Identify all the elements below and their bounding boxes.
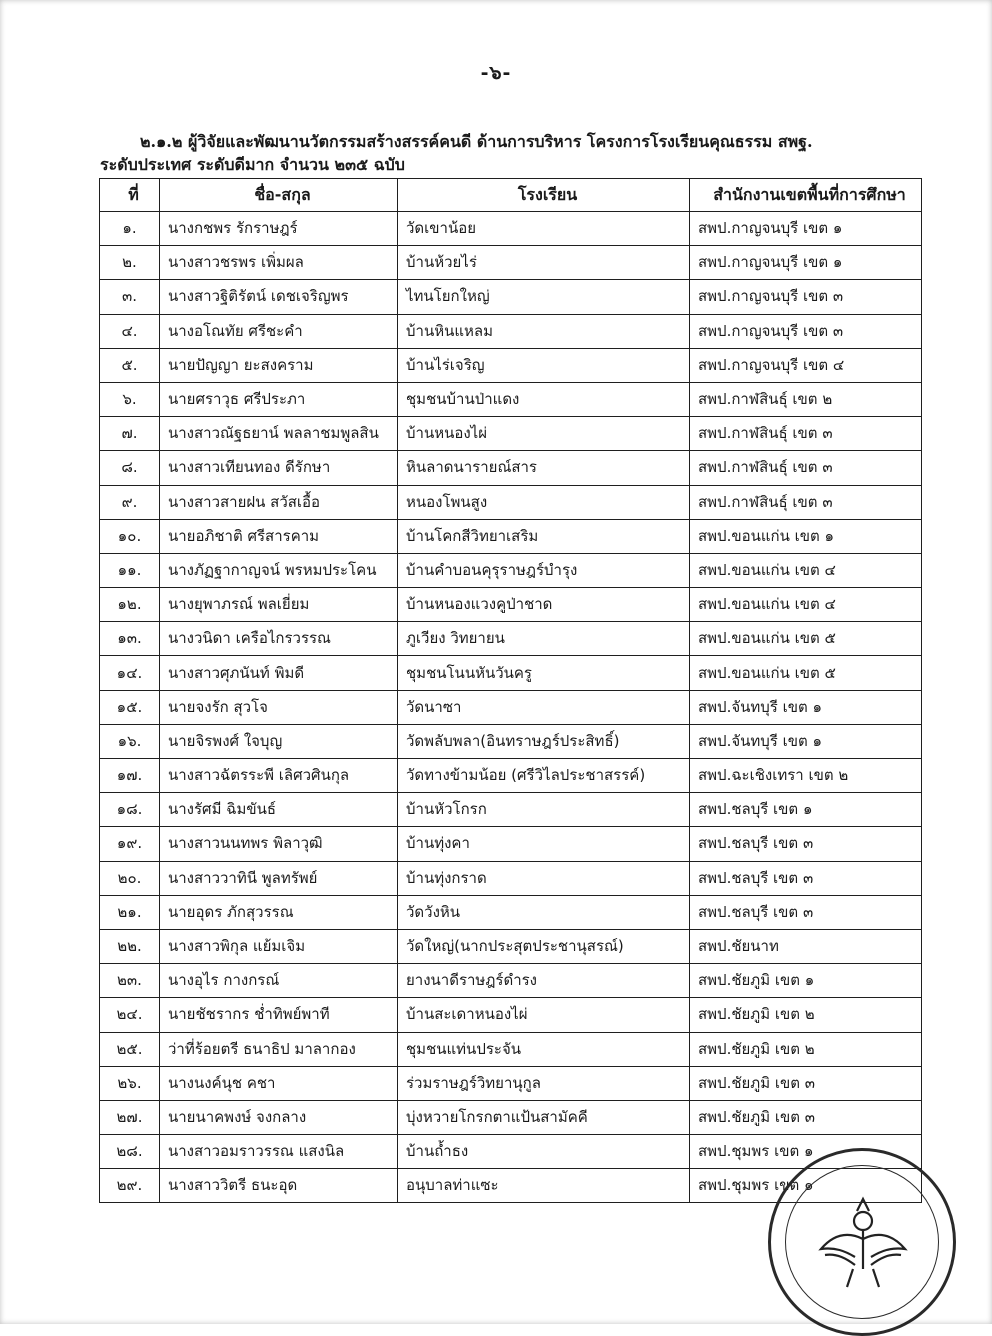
table-row (100, 929, 922, 963)
cell-name: นายอุดร ภักสุวรรณ (160, 895, 398, 929)
cell-name: นายปัญญา ยะสงคราม (160, 348, 398, 382)
cell-name: นางสาวศุภนันท์ พิมดี (160, 656, 398, 690)
cell-school: อนุบาลท่าแซะ (398, 1169, 690, 1203)
cell-school: บ้านทุ่งกราด (398, 861, 690, 895)
cell-name: นางสาวนนทพร พิลาวุฒิ (160, 827, 398, 861)
cell-name: นางสาวชรพร เพิ่มผล (160, 246, 398, 280)
table-row (100, 1066, 922, 1100)
page-number: -๖- (480, 62, 512, 84)
cell-number: ๒๔. (100, 998, 160, 1032)
table-row (100, 348, 922, 382)
cell-school: หนองโพนสูง (398, 485, 690, 519)
cell-school: วัดนาซา (398, 690, 690, 724)
table-row (100, 1032, 922, 1066)
cell-number: ๑๑. (100, 553, 160, 587)
cell-area-office: สพป.ขอนแก่น เขต ๔ (690, 588, 922, 622)
cell-number: ๒๘. (100, 1135, 160, 1169)
cell-name: นางสาวอมราวรรณ แสงนิล (160, 1135, 398, 1169)
header-name: ชื่อ-สกุล (160, 179, 398, 212)
table-row (100, 280, 922, 314)
garuda-emblem-icon (811, 1191, 915, 1295)
cell-number: ๑๔. (100, 656, 160, 690)
cell-name: นางอโณทัย ศรีชะคำ (160, 314, 398, 348)
cell-number: ๙. (100, 485, 160, 519)
table-row (100, 485, 922, 519)
cell-school: วัดเขาน้อย (398, 212, 690, 246)
cell-area-office: สพป.จันทบุรี เขต ๑ (690, 690, 922, 724)
cell-number: ๒๕. (100, 1032, 160, 1066)
cell-area-office: สพป.กาฬสินธุ์ เขต ๓ (690, 417, 922, 451)
cell-area-office: สพป.ขอนแก่น เขต ๑ (690, 519, 922, 553)
cell-name: นางสาวสายฝน สวัสเอื้อ (160, 485, 398, 519)
cell-name: นางกชพร รักราษฎร์ (160, 212, 398, 246)
cell-name: นายชัชรากร ช่ำทิพย์พาที (160, 998, 398, 1032)
cell-area-office: สพป.ชัยภูมิ เขต ๑ (690, 964, 922, 998)
cell-number: ๒๐. (100, 861, 160, 895)
cell-number: ๒๒. (100, 929, 160, 963)
cell-number: ๖. (100, 382, 160, 416)
table-row (100, 759, 922, 793)
cell-number: ๑๕. (100, 690, 160, 724)
cell-name: นางสาววาทินี พูลทรัพย์ (160, 861, 398, 895)
cell-area-office: สพป.กาญจนบุรี เขต ๓ (690, 314, 922, 348)
cell-number: ๒๑. (100, 895, 160, 929)
cell-school: บ้านหนองแวงคูป่าชาด (398, 588, 690, 622)
cell-number: ๑. (100, 212, 160, 246)
cell-number: ๑๒. (100, 588, 160, 622)
cell-number: ๒๗. (100, 1100, 160, 1134)
cell-number: ๒๓. (100, 964, 160, 998)
cell-number: ๒๖. (100, 1066, 160, 1100)
cell-school: ไทนโยกใหญ่ (398, 280, 690, 314)
cell-school: บ้านถ้ำธง (398, 1135, 690, 1169)
cell-number: ๑๗. (100, 759, 160, 793)
cell-name: นายจิรพงศ์ ใจบุญ (160, 724, 398, 758)
cell-name: นางสาวฐิติรัตน์ เดชเจริญพร (160, 280, 398, 314)
table-row (100, 793, 922, 827)
cell-area-office: สพป.ขอนแก่น เขต ๕ (690, 656, 922, 690)
cell-school: บ้านหัวโกรก (398, 793, 690, 827)
cell-area-office: สพป.ชัยภูมิ เขต ๒ (690, 998, 922, 1032)
cell-area-office: สพป.กาญจนบุรี เขต ๔ (690, 348, 922, 382)
cell-area-office: สพป.ชลบุรี เขต ๑ (690, 793, 922, 827)
cell-area-office: สพป.กาฬสินธุ์ เขต ๒ (690, 382, 922, 416)
cell-area-office: สพป.กาญจนบุรี เขต ๑ (690, 212, 922, 246)
table-row (100, 451, 922, 485)
cell-number: ๗. (100, 417, 160, 451)
cell-school: ภูเวียง วิทยายน (398, 622, 690, 656)
recipient-table (99, 178, 922, 1203)
cell-name: นางยุพาภรณ์ พลเยี่ยม (160, 588, 398, 622)
cell-school: บ้านหินแหลม (398, 314, 690, 348)
cell-school: บ้านห้วยไร่ (398, 246, 690, 280)
table-row (100, 382, 922, 416)
cell-number: ๑๐. (100, 519, 160, 553)
cell-name: นางรัศมี ฉิมขันธ์ (160, 793, 398, 827)
cell-name: นางภัฏฐากาญจน์ พรหมประโคน (160, 553, 398, 587)
cell-name: นางสาวพิกุล แย้มเจิม (160, 929, 398, 963)
cell-name: นายอภิชาติ ศรีสารคาม (160, 519, 398, 553)
cell-school: วัดวังหิน (398, 895, 690, 929)
cell-school: วัดใหญ่(นากประสุตประชานุสรณ์) (398, 929, 690, 963)
table-row (100, 724, 922, 758)
cell-area-office: สพป.จันทบุรี เขต ๑ (690, 724, 922, 758)
cell-number: ๒. (100, 246, 160, 280)
cell-number: ๑๓. (100, 622, 160, 656)
cell-area-office: สพป.ชลบุรี เขต ๓ (690, 895, 922, 929)
cell-name: นางอุไร กางกรณ์ (160, 964, 398, 998)
official-seal (768, 1148, 956, 1336)
table-row (100, 1135, 922, 1169)
cell-number: ๒๙. (100, 1169, 160, 1203)
table-row (100, 690, 922, 724)
cell-number: ๕. (100, 348, 160, 382)
table-row (100, 212, 922, 246)
cell-name: นายศราวุธ ศรีประภา (160, 382, 398, 416)
cell-name: นางนงค์นุช คชา (160, 1066, 398, 1100)
cell-area-office: สพป.ชลบุรี เขต ๓ (690, 861, 922, 895)
cell-school: บ้านไร่เจริญ (398, 348, 690, 382)
table-row (100, 588, 922, 622)
cell-school: วัดทางข้ามน้อย (ศรีวิไลประชาสรรค์) (398, 759, 690, 793)
cell-name: นายจงรัก สุวโจ (160, 690, 398, 724)
table-row (100, 964, 922, 998)
table-row (100, 246, 922, 280)
cell-school: บ้านคำบอนคุรุราษฎร์บำรุง (398, 553, 690, 587)
cell-school: บุ่งหวายโกรกตาแป้นสามัคคี (398, 1100, 690, 1134)
cell-name: นางสาวเทียนทอง ดีรักษา (160, 451, 398, 485)
cell-name: นายนาคพงษ์ จงกลาง (160, 1100, 398, 1134)
cell-school: ชุมชนแท่นประจัน (398, 1032, 690, 1066)
cell-name: ว่าที่ร้อยตรี ธนาธิป มาลากอง (160, 1032, 398, 1066)
table-row (100, 553, 922, 587)
table-row (100, 417, 922, 451)
cell-area-office: สพป.ชัยภูมิ เขต ๒ (690, 1032, 922, 1066)
cell-school: ร่วมราษฎร์วิทยานุกูล (398, 1066, 690, 1100)
cell-name: นางสาวฉัตรระพี เลิศวศินกุล (160, 759, 398, 793)
cell-area-office: สพป.ชุมพร เขต ๑ (690, 1169, 922, 1203)
cell-area-office: สพป.ชัยภูมิ เขต ๓ (690, 1100, 922, 1134)
cell-number: ๓. (100, 280, 160, 314)
table-row (100, 1100, 922, 1134)
cell-number: ๑๘. (100, 793, 160, 827)
table-row (100, 998, 922, 1032)
cell-school: บ้านทุ่งคา (398, 827, 690, 861)
table-row (100, 519, 922, 553)
section-heading-line-2: ระดับประเทศ ระดับดีมาก จำนวน ๒๓๕ ฉบับ (100, 155, 405, 174)
section-heading-line-1: ๒.๑.๒ ผู้วิจัยและพัฒนานวัตกรรมสร้างสรรค์คนดี ด้านการบริหาร โครงการโรงเรียนคุณธรรม สพฐ. (140, 132, 813, 151)
header-school: โรงเรียน (398, 179, 690, 212)
cell-school: บ้านหนองไผ่ (398, 417, 690, 451)
cell-school: หินลาดนารายณ์สาร (398, 451, 690, 485)
cell-name: นางวนิดา เครือไกรวรรณ (160, 622, 398, 656)
table-row (100, 895, 922, 929)
header-area-office: สำนักงานเขตพื้นที่การศึกษา (690, 179, 922, 212)
table-row (100, 622, 922, 656)
cell-area-office: สพป.กาญจนบุรี เขต ๓ (690, 280, 922, 314)
header-number: ที่ (100, 179, 160, 212)
cell-area-office: สพป.กาญจนบุรี เขต ๑ (690, 246, 922, 280)
cell-school: ชุมชนโนนหันวันครู (398, 656, 690, 690)
cell-area-office: สพป.ชัยภูมิ เขต ๓ (690, 1066, 922, 1100)
table-row (100, 656, 922, 690)
cell-school: วัดพลับพลา(อินทราษฎร์ประสิทธิ์) (398, 724, 690, 758)
cell-area-office: สพป.ชลบุรี เขต ๓ (690, 827, 922, 861)
cell-school: บ้านสะเดาหนองไผ่ (398, 998, 690, 1032)
cell-number: ๑๖. (100, 724, 160, 758)
cell-school: บ้านโคกสีวิทยาเสริม (398, 519, 690, 553)
cell-number: ๔. (100, 314, 160, 348)
cell-area-office: สพป.ฉะเชิงเทรา เขต ๒ (690, 759, 922, 793)
cell-name: นางสาววิตรี ธนะอุด (160, 1169, 398, 1203)
cell-school: ชุมชนบ้านป่าแดง (398, 382, 690, 416)
table-header-row (100, 179, 922, 212)
cell-area-office: สพป.กาฬสินธุ์ เขต ๓ (690, 451, 922, 485)
table-row (100, 861, 922, 895)
table-row (100, 827, 922, 861)
cell-school: ยางนาดีราษฎร์ดำรง (398, 964, 690, 998)
cell-area-office: สพป.ชุมพร เขต ๑ (690, 1135, 922, 1169)
cell-area-office: สพป.ชัยนาท (690, 929, 922, 963)
table-row (100, 314, 922, 348)
cell-number: ๘. (100, 451, 160, 485)
cell-area-office: สพป.กาฬสินธุ์ เขต ๓ (690, 485, 922, 519)
cell-area-office: สพป.ขอนแก่น เขต ๔ (690, 553, 922, 587)
cell-number: ๑๙. (100, 827, 160, 861)
cell-name: นางสาวณัฐธยาน์ พลลาชมพูลสิน (160, 417, 398, 451)
cell-area-office: สพป.ขอนแก่น เขต ๕ (690, 622, 922, 656)
